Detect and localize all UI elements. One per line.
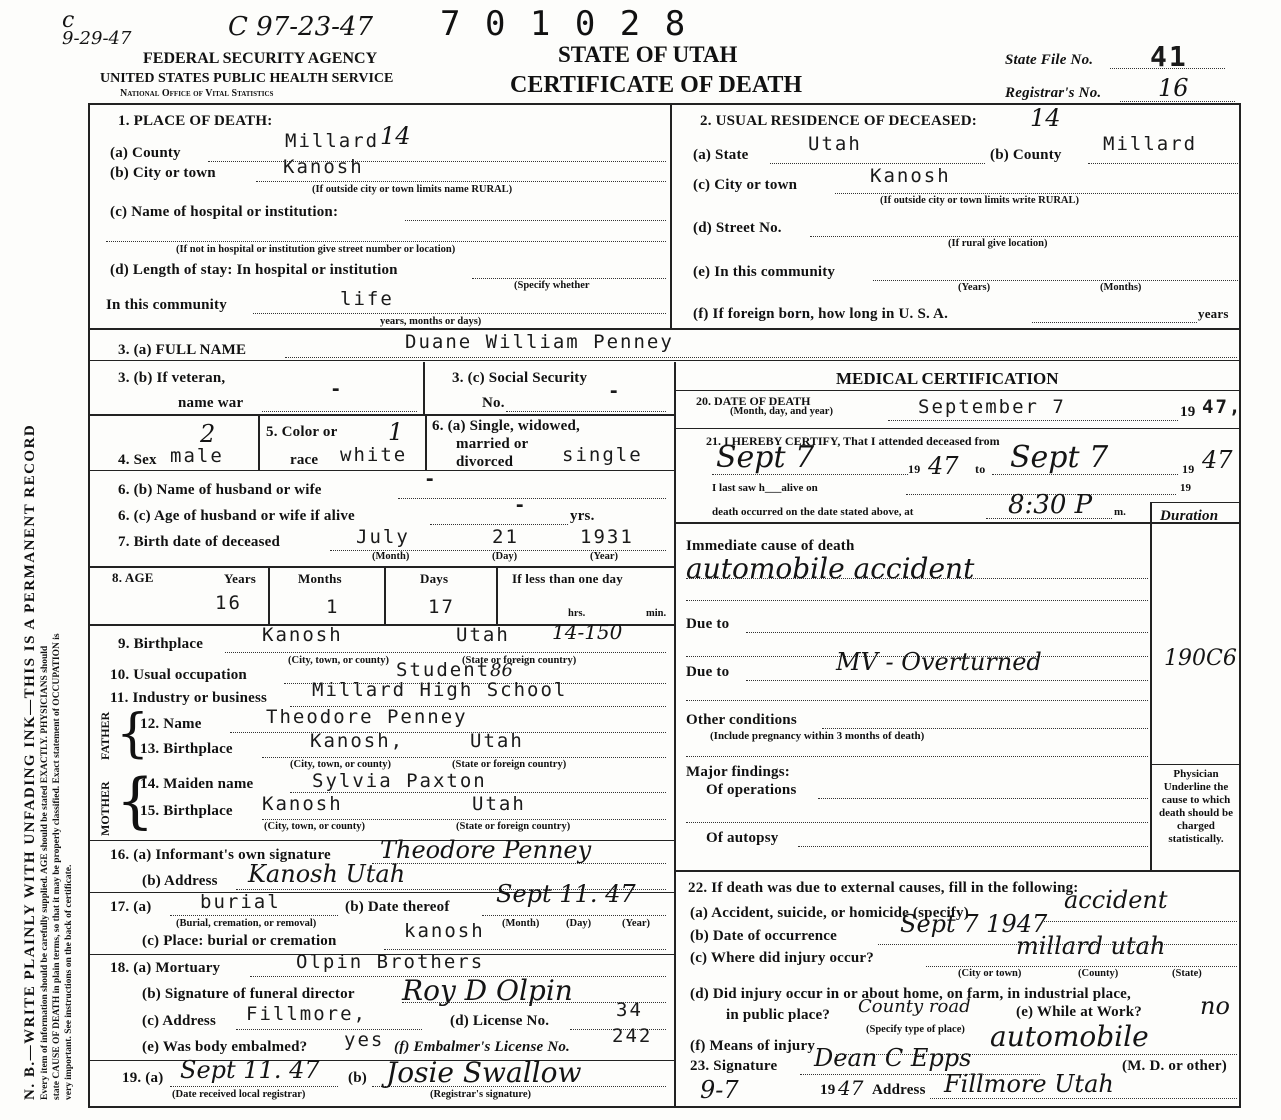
last-year: 19 bbox=[1180, 482, 1191, 494]
city-value: Kanosh bbox=[283, 156, 364, 178]
due2-cause: MV - Overturned bbox=[836, 648, 1042, 676]
res-city-label: (c) City or town bbox=[693, 177, 798, 193]
birthplace-state: Utah bbox=[456, 624, 510, 646]
immediate-cause: automobile accident bbox=[686, 552, 975, 585]
death-year-prefix: 19 bbox=[1180, 404, 1196, 420]
marital-label: 6. (a) Single, widowed, bbox=[432, 418, 580, 434]
place-of-death-heading: 1. PLACE OF DEATH: bbox=[118, 113, 273, 129]
birth-year-label: (Year) bbox=[590, 551, 618, 562]
external-city-label: (City or town) bbox=[958, 968, 1022, 979]
mortuary-address-label: (c) Address bbox=[142, 1013, 217, 1029]
age-months-label: Months bbox=[298, 571, 342, 586]
res-state-label: (a) State bbox=[693, 147, 749, 163]
spouse-age-value: - bbox=[514, 494, 528, 516]
birth-year: 1931 bbox=[580, 526, 634, 548]
disposal-place-label: (c) Place: burial or cremation bbox=[142, 933, 337, 949]
to-label: to bbox=[975, 462, 986, 476]
veteran-value: - bbox=[330, 378, 344, 400]
physician-note: Physician Underline the cause to which death should be charged statistically. bbox=[1159, 768, 1233, 845]
county-value: Millard bbox=[285, 130, 380, 152]
res-street-label: (d) Street No. bbox=[693, 220, 782, 236]
veteran-label: 3. (b) If veteran, bbox=[118, 370, 226, 386]
disposal-label: 17. (a) bbox=[110, 899, 152, 915]
side-note-main: N. B.—WRITE PLAINLY WITH UNFADING INK—THIS IS A PERMANENT RECORD bbox=[22, 423, 38, 1100]
agency-line3: National Office of Vital Statistics bbox=[120, 88, 274, 99]
registrar-sig-note: (Registrar's signature) bbox=[430, 1089, 531, 1100]
license-label: (d) License No. bbox=[450, 1013, 550, 1029]
age-less-label: If less than one day bbox=[512, 571, 623, 586]
informant-label: 16. (a) Informant's own signature bbox=[110, 847, 331, 863]
birth-month: July bbox=[356, 526, 410, 548]
birth-day-label: (Day) bbox=[492, 551, 518, 562]
age-months: 1 bbox=[326, 596, 340, 618]
external-e-label: (e) While at Work? bbox=[1016, 1004, 1142, 1020]
birthplace-city-label: (City, town, or county) bbox=[288, 655, 390, 666]
disposal-date-label: (b) Date thereof bbox=[345, 899, 450, 915]
attended-to-year: 47 bbox=[1202, 446, 1233, 474]
disposal-day-label: (Day) bbox=[566, 918, 592, 929]
embalmed-value: yes bbox=[344, 1029, 385, 1051]
registrar-no-value: 16 bbox=[1158, 74, 1189, 102]
state-file-label: State File No. bbox=[1005, 52, 1094, 68]
industry-label: 11. Industry or business bbox=[110, 690, 268, 706]
veteran-label2: name war bbox=[178, 395, 244, 411]
external-d-value: County road bbox=[858, 996, 971, 1017]
industry-value: Millard High School bbox=[312, 679, 568, 701]
registrar-date: Sept 11. 47 bbox=[180, 1056, 320, 1084]
res-city-value: Kanosh bbox=[870, 165, 951, 187]
hospital-note: (If not in hospital or institution give street number or location) bbox=[176, 244, 456, 255]
external-b-value: Sept 7 1947 bbox=[900, 910, 1048, 938]
res-years-label: (Years) bbox=[958, 282, 991, 293]
sex-label: 4. Sex bbox=[118, 452, 157, 468]
ssn-value: - bbox=[608, 380, 622, 402]
death-time-m: m. bbox=[1114, 506, 1126, 518]
informant-address: Kanosh Utah bbox=[248, 860, 406, 888]
res-years-suffix: years bbox=[1198, 306, 1229, 321]
last-saw: I last saw h___alive on bbox=[712, 482, 818, 494]
date-mark: 9-29-47 bbox=[62, 28, 132, 49]
sig-year-prefix: 19 bbox=[820, 1082, 836, 1098]
embalmer-value: 242 bbox=[612, 1025, 653, 1047]
full-name-value: Duane William Penney bbox=[405, 331, 674, 353]
community-value: life bbox=[340, 288, 394, 310]
director-signature: Roy D Olpin bbox=[402, 974, 573, 1007]
death-occurred-text: death occurred on the date stated above, at bbox=[712, 506, 914, 518]
registrar-label: 19. (a) bbox=[122, 1070, 164, 1086]
license-value: 34 bbox=[616, 999, 643, 1021]
father-name-label: 12. Name bbox=[140, 716, 202, 732]
birthplace-state-label: (State or foreign country) bbox=[462, 655, 577, 666]
birth-date-label: 7. Birth date of deceased bbox=[118, 534, 281, 550]
side-note-fine3: very important. See instructions on the back of certificate. bbox=[64, 864, 74, 1100]
marital-label3: divorced bbox=[456, 454, 514, 470]
external-state-label: (State) bbox=[1172, 968, 1202, 979]
physician-signature: Dean C Epps bbox=[814, 1044, 972, 1072]
operations-label: Of operations bbox=[706, 782, 797, 798]
community-label: In this community bbox=[106, 297, 227, 313]
to-year-prefix: 19 bbox=[1182, 462, 1195, 476]
hospital-label: (c) Name of hospital or institution: bbox=[110, 204, 339, 220]
sig-address-label: Address bbox=[872, 1082, 926, 1098]
death-date-label: 20. DATE OF DEATH bbox=[696, 394, 811, 408]
death-date-note: (Month, day, and year) bbox=[730, 406, 833, 417]
informant-signature: Theodore Penney bbox=[380, 836, 592, 864]
ssn-label: 3. (c) Social Security bbox=[452, 370, 588, 386]
major-label: Major findings: bbox=[686, 764, 790, 780]
side-note-fine2: state CAUSE OF DEATH in plain terms, so that it may be properly classified. Exact statement of OCCUPATION is bbox=[52, 633, 62, 1100]
res-community-label: (e) In this community bbox=[693, 264, 836, 280]
occupation-label: 10. Usual occupation bbox=[110, 667, 247, 683]
agency-line2: UNITED STATES PUBLIC HEALTH SERVICE bbox=[100, 71, 394, 86]
birthplace-city: Kanosh bbox=[262, 624, 343, 646]
death-time: 8:30 P bbox=[1008, 490, 1093, 520]
sex-value: male bbox=[170, 445, 224, 467]
color-label: 5. Color or bbox=[266, 424, 338, 440]
embalmed-label: (e) Was body embalmed? bbox=[142, 1039, 308, 1055]
county-code: 14 bbox=[380, 122, 411, 150]
death-certificate: c 9-29-47 C 97-23-47 7 0 1 0 2 8 FEDERAL SECURITY AGENCY UNITED STATES PUBLIC HEALTH SERVICE National Office of Vital Statistics STATE OF UTAH CERTIFICATE OF DEATH State File No. 41 Registrar's No. 16 N. B.—WRITE PLAINLY WITH UNFADING INK—THIS IS A PERMANENT RECORD Every item of information should be carefully supplied. AGE should be stated EXACTLY. PHYSICIANS should state CAUSE OF DEATH in plain terms, so that it may be properly classified. Exact statement of OCCUPATION is very important. See instructions on the back of certificate. 1. PLACE OF DEATH: (a) County Millard 14 (b) City or town Kanosh (If outside city or town limits name RURAL) (c) Name of hospital or institution: (If not in hospital or institution give street number or location) (d) Length of stay: In hospital or institution (Specify whether In this community life years, months or days) 2. USUAL RESIDENCE OF DECEASED: (a) State Utah 14 (b) County Millard (c) City or town Kanosh (If outside city or town limits write RURAL) (d) Street No. (If rural give location) (e) In this community (Years) (Months) (f) If foreign born, how long in U. S. A. years 3. (a) FULL NAME Duane William Penney 3. (b) If veteran, name war - 3. (c) Social Security No. - 4. Sex male 2 5. Color or race white 1 6. (a) Single, widowed, married or divorced single 6. (b) Name of husband or wife - 6. (c) Age of husband or wife if alive - yrs. 7. Birth date of deceased July 21 1931 (Month) (Day) (Year) 8. AGE Years Months Days If less than one day 16 1 17 hrs. min. 9. Birthplace Kanosh Utah 14-150 (City, town, or county) (State or foreign country) 10. Usual occupation Student 86 11. Industry or business Millard High School FATHER { 12. Name Theodore Penney 13. Birthplace Kanosh, Utah (City, town, or county) (State or foreign country) MOTHER { 14. Maiden name Sylvia Paxton 15. Birthplace Kanosh Utah (City, town, or county) (State or foreign country) 16. (a) Informant's own signature Theodore Penney (b) Address Kanosh Utah 17. (a) burial (Burial, cremation, or removal) (b) Date thereof Sept 11. 47 (Month) (Day) (Year) (c) Place: burial or cremation kanosh 18. (a) Mortuary Olpin Brothers (b) Signature of funeral director Roy D Olpin (c) Address Fillmore, (d) License No. 34 (e) Was body embalmed? yes (f) Embalmer's License No. 242 19. (a) Sept 11. 47 (Date received local registrar) (b) Josie Swallow (Registrar's signature) MEDICAL CERTIFICATION 20. DATE OF DEATH (Month, day, and year) September 7 19 47, 21. I HEREBY CERTIFY, That I attended deceased from Sept 7 19 47 to Sept 7 19 47 I last saw h___alive on 19 death occurred on the date stated above, at 8:30 P m. Duration Immediate cause of death automobile accident Due to Due to MV - Overturned 190C6 Other conditions (Include pregnancy within 3 months of death) Major findings: Of operations Of autopsy Physician Underline the cause to which death should be charged statistically. 22. If death was due to external causes, fill in the following: (a) Accident, suicide, or homicide (specify) accident (b) Date of occurrence Sept 7 1947 (c) Where did injury occur? millard utah (City or town) (County) (State) (d) Did injury occur in or about home, on farm, in industrial place, in public place? County road (Specify type of place) (e) While at Work? no (f) Means of injury automobile 23. Signature Dean C Epps (M. D. or other) 9-7 19 47 Address Fillmore Utah bbox=[0, 0, 1281, 1120]
disposal-note: (Burial, cremation, or removal) bbox=[176, 918, 317, 929]
res-months-label: (Months) bbox=[1100, 282, 1142, 293]
external-c-label: (c) Where did injury occur? bbox=[690, 950, 874, 966]
father-group-label: FATHER bbox=[98, 711, 112, 760]
external-f-value: automobile bbox=[990, 1020, 1149, 1053]
external-a-label: (a) Accident, suicide, or homicide (specify) bbox=[690, 905, 969, 921]
birth-day: 21 bbox=[492, 526, 519, 548]
external-b-label: (b) Date of occurrence bbox=[690, 928, 837, 944]
mortuary-label: 18. (a) Mortuary bbox=[110, 960, 221, 976]
immediate-label: Immediate cause of death bbox=[686, 538, 855, 554]
informant-address-label: (b) Address bbox=[142, 873, 218, 889]
community-note: years, months or days) bbox=[380, 316, 482, 327]
age-days: 17 bbox=[428, 596, 455, 618]
stay-note: (Specify whether bbox=[514, 280, 590, 291]
registrar-b-label: (b) bbox=[348, 1070, 367, 1086]
disposal-value: burial bbox=[200, 891, 281, 913]
state-file-value: 41 bbox=[1150, 40, 1188, 73]
c-mark: c bbox=[62, 8, 75, 33]
age-days-label: Days bbox=[420, 571, 449, 586]
due2-code: 190C6 bbox=[1164, 646, 1237, 671]
duration-label: Duration bbox=[1160, 508, 1219, 524]
external-heading: 22. If death was due to external causes, fill in the following: bbox=[688, 880, 1079, 896]
due1-label: Due to bbox=[686, 616, 730, 632]
spouse-age-label: 6. (c) Age of husband or wife if alive bbox=[118, 508, 355, 524]
registrar-signature: Josie Swallow bbox=[386, 1056, 582, 1089]
marital-label2: married or bbox=[456, 436, 529, 452]
attended-from: Sept 7 bbox=[716, 440, 815, 475]
color-value: white bbox=[340, 444, 408, 466]
sex-code: 2 bbox=[200, 420, 216, 448]
res-county-label: (b) County bbox=[990, 147, 1062, 163]
mother-birth-state: Utah bbox=[472, 793, 526, 815]
mother-birth-label: 15. Birthplace bbox=[140, 803, 233, 819]
mother-city-label: (City, town, or county) bbox=[264, 821, 366, 832]
disposal-year-label: (Year) bbox=[622, 918, 650, 929]
full-name-label: 3. (a) FULL NAME bbox=[118, 342, 247, 358]
registrar-date-note: (Date received local registrar) bbox=[172, 1089, 306, 1100]
external-c-value: millard utah bbox=[1016, 932, 1166, 960]
age-min-label: min. bbox=[646, 608, 667, 619]
mother-name: Sylvia Paxton bbox=[312, 770, 487, 792]
color-code: 1 bbox=[388, 418, 404, 446]
embalmer-label: (f) Embalmer's License No. bbox=[394, 1039, 571, 1055]
spouse-name-value: - bbox=[424, 468, 438, 490]
mother-name-label: 14. Maiden name bbox=[140, 776, 254, 792]
age-years: 16 bbox=[215, 592, 242, 614]
attended-to: Sept 7 bbox=[1010, 440, 1109, 475]
mother-state-label: (State or foreign country) bbox=[456, 821, 571, 832]
marital-value: single bbox=[562, 444, 643, 466]
disposal-month-label: (Month) bbox=[502, 918, 540, 929]
birth-month-label: (Month) bbox=[372, 551, 410, 562]
age-hrs-label: hrs. bbox=[568, 608, 586, 619]
mother-birth-city: Kanosh bbox=[262, 793, 343, 815]
age-label: 8. AGE bbox=[112, 570, 154, 585]
res-county-value: Millard bbox=[1103, 133, 1198, 155]
certify-text: 21. I HEREBY CERTIFY, That I attended deceased from bbox=[706, 434, 1000, 448]
city-note: (If outside city or town limits name RURAL) bbox=[312, 184, 513, 195]
spouse-name-label: 6. (b) Name of husband or wife bbox=[118, 482, 322, 498]
autopsy-label: Of autopsy bbox=[706, 830, 779, 846]
occupation-value: Student bbox=[396, 659, 491, 681]
cert-number-handwritten: C 97-23-47 bbox=[228, 12, 373, 42]
birthplace-code: 14-150 bbox=[552, 620, 623, 644]
medical-heading: MEDICAL CERTIFICATION bbox=[836, 369, 1059, 388]
city-label: (b) City or town bbox=[110, 165, 216, 181]
age-years-label: Years bbox=[224, 571, 257, 586]
mortuary-value: Olpin Brothers bbox=[296, 951, 485, 973]
other-note: (Include pregnancy within 3 months of death) bbox=[710, 730, 925, 742]
father-birth-state: Utah bbox=[470, 730, 524, 752]
father-city-label: (City, town, or county) bbox=[290, 759, 392, 770]
registrar-no-label: Registrar's No. bbox=[1005, 85, 1102, 101]
occupation-code: 86 bbox=[490, 660, 513, 681]
father-name: Theodore Penney bbox=[266, 706, 468, 728]
disposal-place: kanosh bbox=[404, 920, 485, 942]
title-state: STATE OF UTAH bbox=[558, 42, 738, 67]
res-city-note: (If outside city or town limits write RURAL) bbox=[880, 195, 1079, 206]
title-form: CERTIFICATE OF DEATH bbox=[510, 72, 803, 98]
external-d-note: (Specify type of place) bbox=[866, 1024, 965, 1035]
cert-stamp-number: 7 0 1 0 2 8 bbox=[440, 4, 688, 44]
res-state-code: 14 bbox=[1030, 104, 1061, 132]
spouse-age-unit: yrs. bbox=[570, 508, 595, 524]
birthplace-label: 9. Birthplace bbox=[118, 636, 204, 652]
other-label: Other conditions bbox=[686, 712, 797, 728]
signature-label: 23. Signature bbox=[690, 1058, 778, 1074]
death-date-value: September 7 bbox=[918, 396, 1066, 418]
mortuary-address: Fillmore, bbox=[246, 1003, 367, 1025]
director-label: (b) Signature of funeral director bbox=[142, 986, 355, 1002]
from-year-prefix: 19 bbox=[908, 462, 921, 476]
residence-heading: 2. USUAL RESIDENCE OF DECEASED: bbox=[700, 113, 977, 129]
disposal-date: Sept 11. 47 bbox=[496, 880, 636, 908]
stay-label: (d) Length of stay: In hospital or institution bbox=[110, 262, 398, 278]
ssn-label2: No. bbox=[482, 395, 505, 411]
side-note-fine1: Every item of information should be carefully supplied. AGE should be stated EXACTLY. PHYSICIANS should bbox=[40, 645, 50, 1100]
father-state-label: (State or foreign country) bbox=[452, 759, 567, 770]
county-label: (a) County bbox=[110, 145, 181, 161]
sig-year-mark: 47 bbox=[838, 1076, 864, 1100]
res-street-note: (If rural give location) bbox=[948, 238, 1048, 249]
res-state-value: Utah bbox=[808, 133, 862, 155]
external-e-value: no bbox=[1200, 992, 1230, 1020]
sig-date-mark: 9-7 bbox=[700, 1076, 739, 1104]
father-birth-label: 13. Birthplace bbox=[140, 741, 233, 757]
external-county-label: (County) bbox=[1078, 968, 1119, 979]
res-foreign-label: (f) If foreign born, how long in U. S. A. bbox=[693, 306, 949, 322]
father-birth-city: Kanosh, bbox=[310, 730, 405, 752]
mother-group-label: MOTHER bbox=[98, 781, 112, 836]
sig-address: Fillmore Utah bbox=[944, 1070, 1114, 1098]
side-instructions bbox=[22, 100, 75, 1100]
agency-line1: FEDERAL SECURITY AGENCY bbox=[143, 50, 378, 67]
external-f-label: (f) Means of injury bbox=[690, 1038, 816, 1054]
external-d-label: (d) Did injury occur in or about home, on farm, in industrial place, bbox=[690, 986, 1131, 1002]
color-label2: race bbox=[290, 452, 319, 468]
due2-label: Due to bbox=[686, 664, 730, 680]
external-a-value: accident bbox=[1064, 886, 1168, 914]
external-d2-label: in public place? bbox=[726, 1007, 831, 1023]
attended-from-year: 47 bbox=[928, 452, 959, 480]
md-label: (M. D. or other) bbox=[1122, 1058, 1227, 1074]
death-year-value: 47, bbox=[1202, 396, 1243, 418]
